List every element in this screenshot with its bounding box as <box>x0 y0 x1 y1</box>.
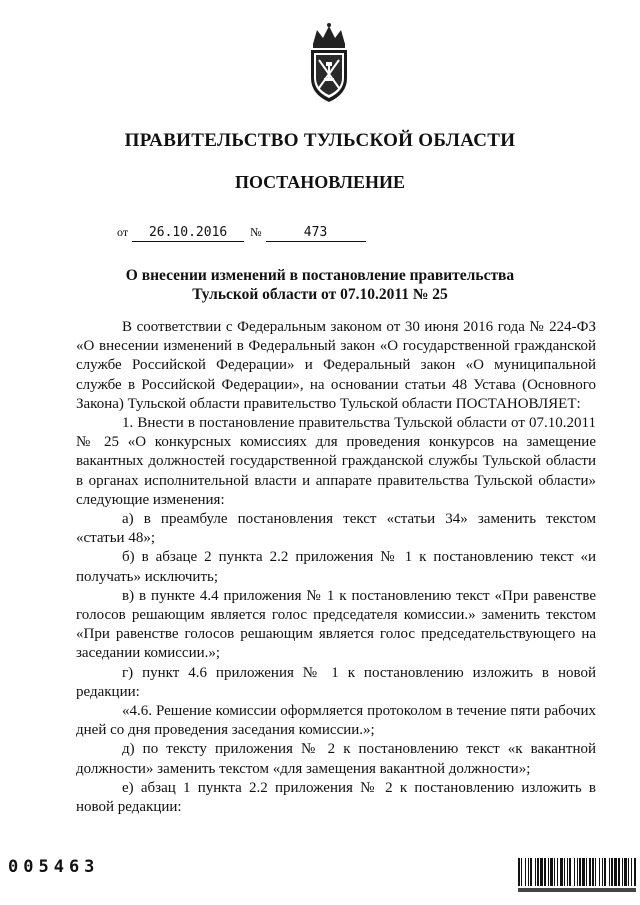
document-meta <box>117 224 366 242</box>
paragraph-item-1: 1. Внести в постановление правительства Тульской области от 07.10.2011 № 25 «О конкурсных комиссиях для проведения конкурсов на замещение вакантных должностей государственной гражданской службы Тульской области в органах исполнительной власти и аппарате правительства Тульской области» следующие изменения: <box>76 415 596 508</box>
government-title: ПРАВИТЕЛЬСТВО ТУЛЬСКОЙ ОБЛАСТИ <box>124 130 516 151</box>
document-body <box>76 318 596 817</box>
document-number: 473 <box>266 225 366 242</box>
paragraph-item-a: а) в преамбуле постановления текст «статьи 34» заменить текстом «статьи 48»; <box>76 511 596 547</box>
barcode-icon <box>518 858 636 894</box>
paragraph-item-b: б) в абзаце 2 пункта 2.2 приложения № 1 к постановлению текст «и получать» исключить; <box>76 549 596 585</box>
number-label: № <box>250 225 262 239</box>
registration-number: 005463 <box>8 857 100 877</box>
date-label: от <box>117 225 129 239</box>
document-date: 26.10.2016 <box>132 225 244 242</box>
coat-of-arms-icon <box>303 22 355 104</box>
paragraph-quote-4-6: «4.6. Решение комиссии оформляется протоколом в течение пяти рабочих дней со дня проведения заседания комиссии.»; <box>76 703 596 739</box>
document-type: ПОСТАНОВЛЕНИЕ <box>234 172 406 192</box>
paragraph-preamble: В соответствии с Федеральным законом от 30 июня 2016 года № 224-ФЗ «О внесении изменений в Федеральный закон «О государственной гражданской службе Российской Федерации» и Федеральный закон «О муниципальной службе в Российской Федерации», на основании статьи 48 Устава (Основного Закона) Тульской области правительство Тульской области ПОСТАНОВЛЯЕТ: <box>76 319 596 412</box>
paragraph-item-d: д) по тексту приложения № 2 к постановлению текст «к вакантной должности» заменить текстом «для замещения вакантной должности»; <box>76 741 596 777</box>
heading-line-2: Тульской области от 07.10.2011 № 25 <box>192 286 448 303</box>
document-heading <box>120 266 520 304</box>
paragraph-item-e: е) абзац 1 пункта 2.2 приложения № 2 к постановлению изложить в новой редакции: <box>76 779 596 816</box>
heading-line-1: О внесении изменений в постановление правительства <box>125 267 515 284</box>
paragraph-item-v: в) в пункте 4.4 приложения № 1 к постановлению текст «При равенстве голосов решающим является голос председателя комиссии.» заменить текстом «При равенстве голосов решающим является голос председательствующего на заседании комиссии.»; <box>76 587 596 662</box>
paragraph-item-g: г) пункт 4.6 приложения № 1 к постановлению изложить в новой редакции: <box>76 664 596 700</box>
